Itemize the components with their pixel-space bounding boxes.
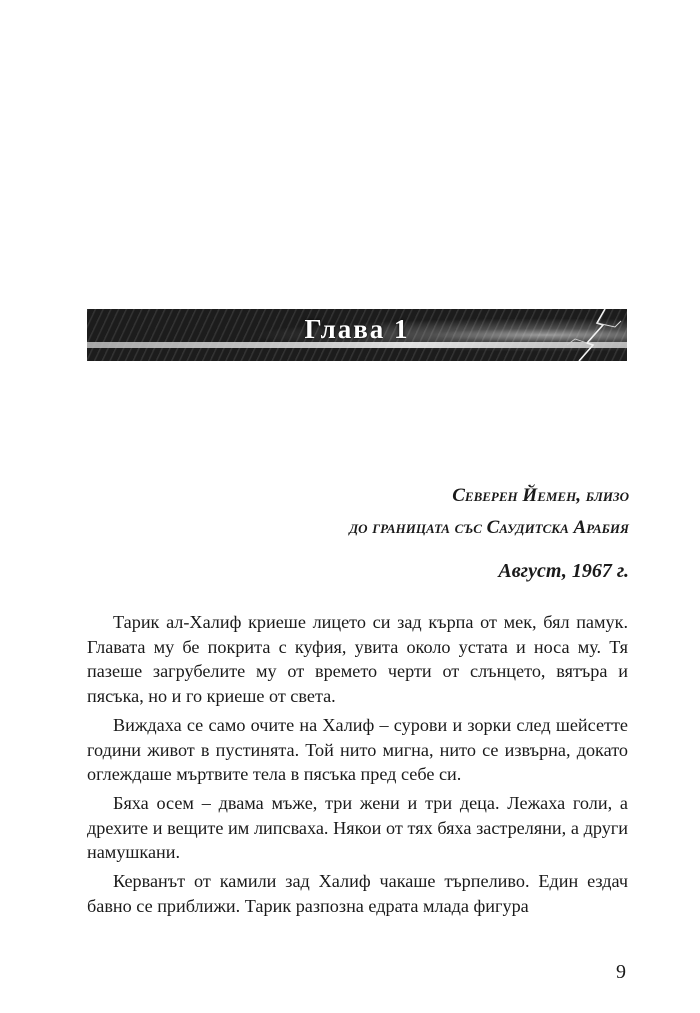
chapter-title: Глава 1 [304,314,410,344]
epigraph-line-2: до границата със Саудитска Арабия [349,517,629,538]
epigraph-line-1: Северен Йемен, близо [452,485,629,506]
paragraph: Виждаха се само очите на Халиф – сурови и зорки след шейсетте години живот в пустинята. Той нито мигна, нито се извърна, докато оглеждаше мъртвите тела в пясъка пред себе си. [87,714,628,785]
epigraph-date: Август, 1967 г. [498,560,629,582]
paragraph: Керванът от камили зад Халиф чакаше търпеливо. Един ездач бавно се приближи. Тарик разпозна едрата млада фигура [87,871,628,916]
epigraph-location [349,480,629,544]
page-number: 9 [616,961,626,983]
chapter-banner [87,309,627,361]
chapter-body [87,610,628,918]
paragraph: Бяха осем – двама мъже, три жени и три деца. Лежаха голи, а дрехите и вещите им липсваха. Някои от тях бяха застреляни, а други намушкани. [87,792,628,863]
paragraph: Тарик ал-Халиф криеше лицето си зад кърпа от мек, бял памук. Главата му бе покрита с куфия, увита около устата и носа му. Тя пазеше загрубелите му от времето черти от слънцето, вятъра и пясъка, но и го криеше от света. [87,612,628,707]
